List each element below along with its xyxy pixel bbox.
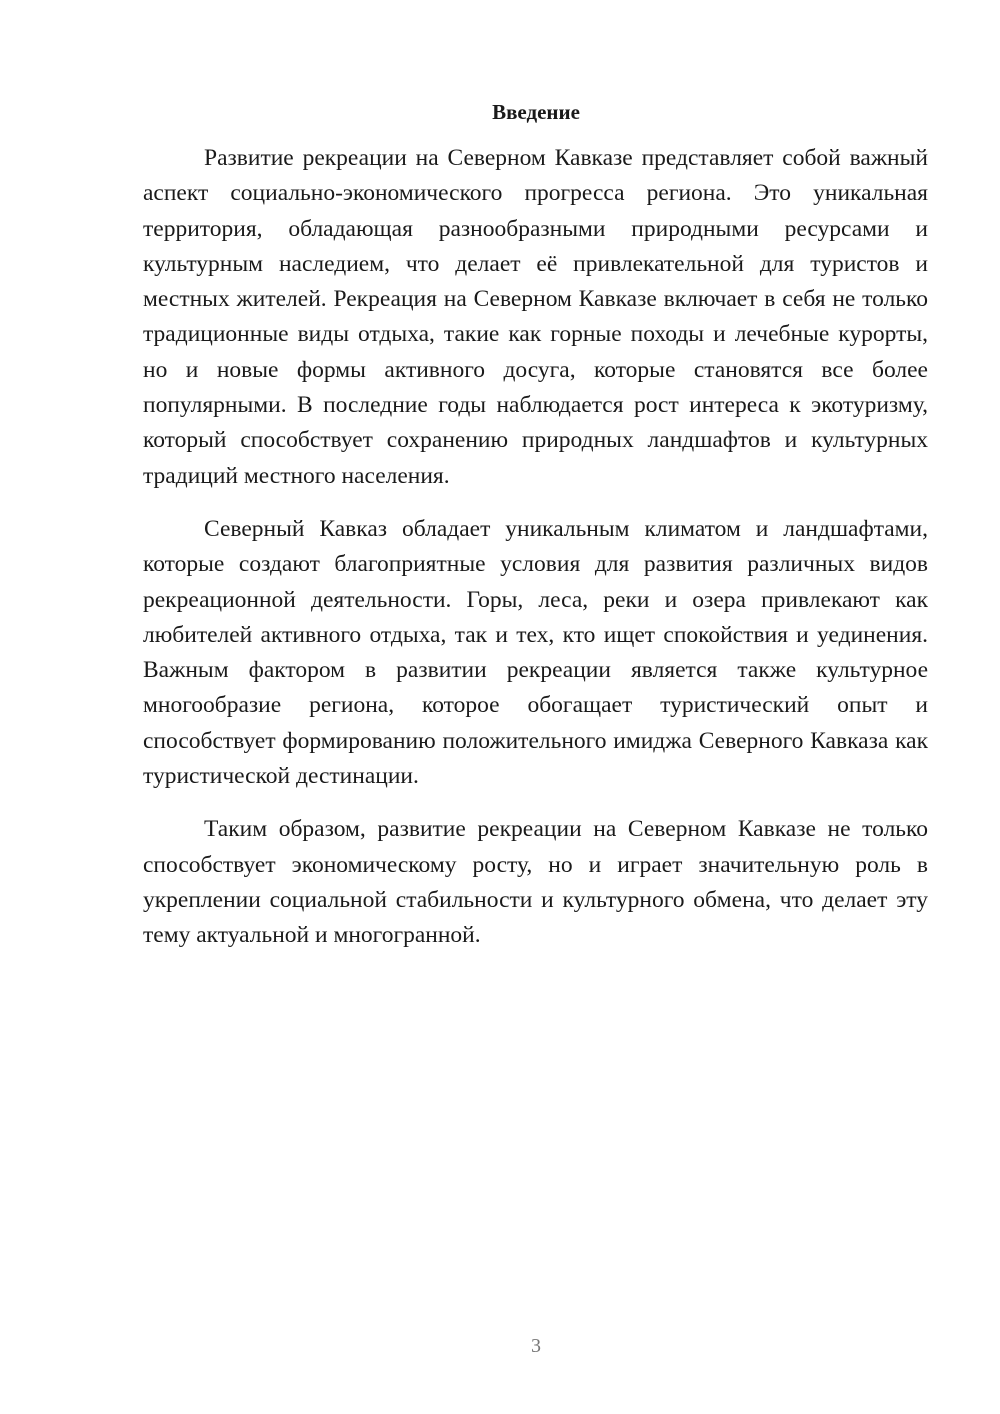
paragraph-1: Развитие рекреации на Северном Кавказе представляет собой важный аспект социально-экономического прогресса региона. Это уникальная территория, обладающая разнообразными природными ресурсами и культурным наследием, что делает её привлекательной для туристов и местных жителей. Рекреация на Северном Кавказе включает в себя не только традиционные виды отдыха, такие как горные походы и лечебные курорты, но и новые формы активного досуга, которые становятся все более популярными. В последние годы наблюдается рост интереса к экотуризму, который способствует сохранению природных ландшафтов и культурных традиций местного населения. xyxy=(143,145,928,489)
paragraph-3: Таким образом, развитие рекреации на Северном Кавказе не только способствует экономическому росту, но и играет значительную роль в укреплении социальной стабильности и культурного обмена, что делает эту тему актуальной и многогранной. xyxy=(143,816,928,949)
page-title: Введение xyxy=(492,100,580,124)
paragraph-2: Северный Кавказ обладает уникальным климатом и ландшафтами, которые создают благоприятные условия для развития различных видов рекреационной деятельности. Горы, леса, реки и озера привлекают как любителей активного отдыха, так и тех, кто ищет спокойствия и уединения. Важным фактором в развитии рекреации является также культурное многообразие региона, которое обогащает туристический опыт и способствует формированию положительного имиджа Северного Кавказа как туристической дестинации. xyxy=(143,515,928,790)
page-number: 3 xyxy=(531,1335,541,1357)
document-body xyxy=(143,141,928,972)
